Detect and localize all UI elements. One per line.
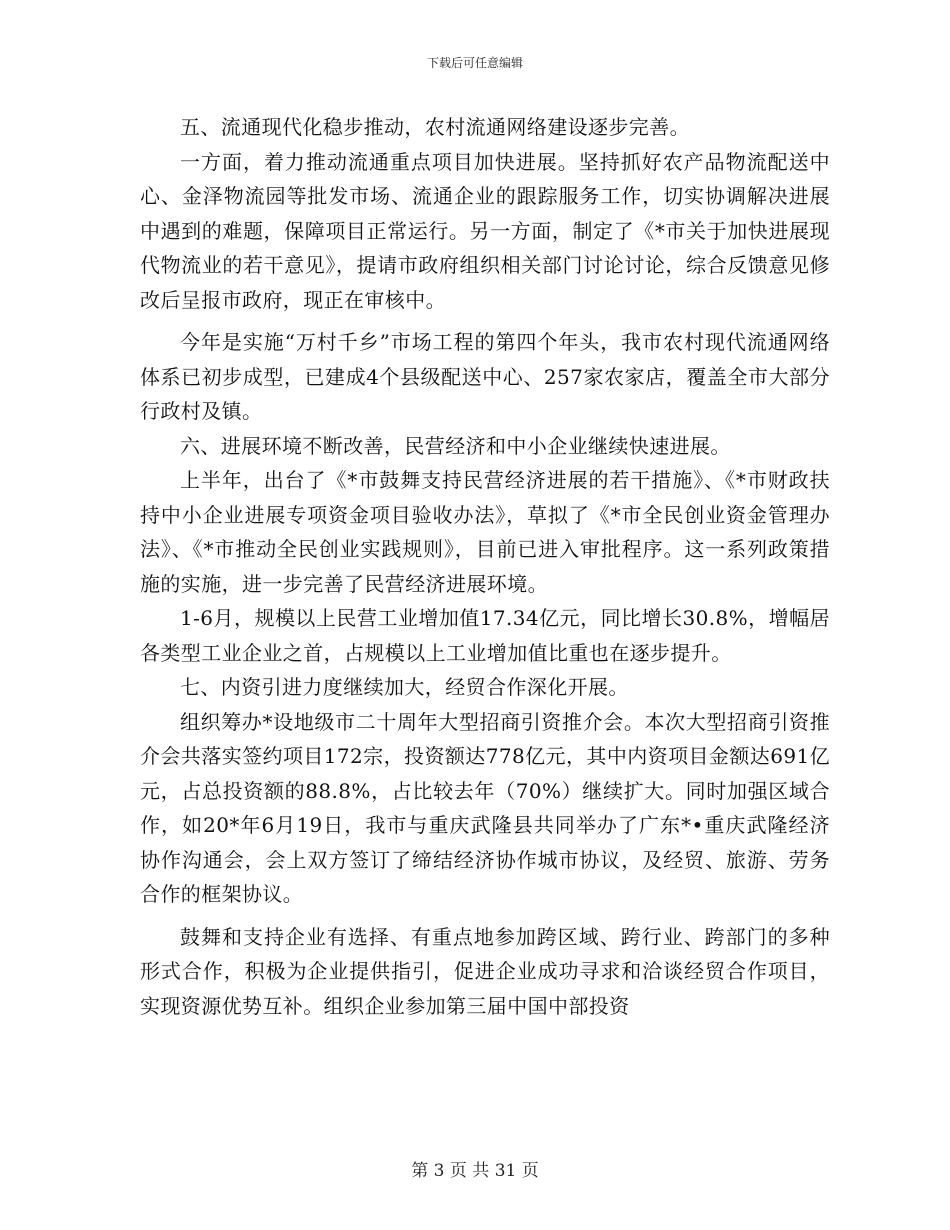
body-paragraph: 今年是实施“万村千乡”市场工程的第四个年头，我市农村现代流通网络体系已初步成型，已建成4个县级配送中心、257家农家店，覆盖全市大部分行政村及镇。 [140,330,830,423]
body-paragraph: 组织筹办*设地级市二十周年大型招商引资推介会。本次大型招商引资推介会共落实签约项目172宗，投资额达778亿元，其中内资项目金额达691亿元，占总投资额的88.8%，占比较去年（70%）继续扩大。同时加强区域合作，如20*年6月19日，我市与重庆武隆县共同举办了广东*•重庆武隆经济协作沟通会，会上双方签订了缔结经济协作城市协议，及经贸、旅游、劳务合作的框架协议。 [140,709,830,906]
body-paragraph: 1-6月，规模以上民营工业增加值17.34亿元，同比增长30.8%，增幅居各类型工业企业之首，占规模以上工业增加值比重也在逐步提升。 [140,606,830,665]
paragraph-gap [140,912,830,920]
paragraph-gap [140,317,830,325]
document-body [140,110,830,1023]
section-heading-6: 六、进展环境不断改善，民营经济和中小企业继续快速进展。 [180,433,731,458]
section-heading-7: 七、内资引进力度继续加大，经贸合作深化开展。 [180,675,629,699]
body-paragraph: 鼓舞和支持企业有选择、有重点地参加跨区域、跨行业、跨部门的多种形式合作，积极为企业提供指引，促进企业成功寻求和洽谈经贸合作项目，实现资源优势互补。组织企业参加第三届中国中部投资 [140,924,830,1018]
body-paragraph: 一方面，着力推动流通重点项目加快进展。坚持抓好农产品物流配送中心、金泽物流园等批发市场、流通企业的跟踪服务工作，切实协调解决进展中遇到的难题，保障项目正常运行。另一方面，制定了《*市关于加快进展现代物流业的若干意见》，提请市政府组织相关部门讨论讨论，综合反馈意见修改后呈报市政府，现正在审核中。 [140,149,830,312]
body-paragraph: 上半年，出台了《*市鼓舞支持民营经济进展的若干措施》、《*市财政扶持中小企业进展专项资金项目验收办法》，草拟了《*市全民创业资金管理办法》、《*市推动全民创业实践规则》，目前已进入审批程序。这一系列政策措施的实施，进一步完善了民营经济进展环境。 [140,468,830,596]
page-header-note: 下载后可任意编辑 [426,56,523,70]
section-heading-5: 五、流通现代化稳步推动，农村流通网络建设逐步完善。 [180,115,690,139]
page-number: 第 3 页 共 31 页 [411,1161,539,1181]
